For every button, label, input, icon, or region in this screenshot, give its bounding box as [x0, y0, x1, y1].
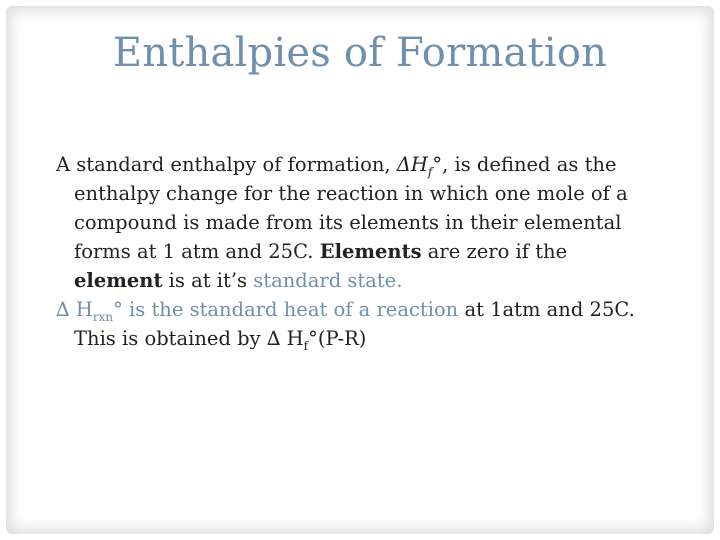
slide-title: Enthalpies of Formation: [112, 30, 608, 76]
elements-bold: Elements: [319, 240, 422, 263]
slide-body: [56, 150, 646, 353]
p1-is-at: is at it’s: [162, 269, 254, 292]
p1-are-zero: are zero if the: [421, 240, 568, 263]
definition-paragraph: [56, 150, 646, 295]
p2-rest: at 1atm and 25C. This is obtained by ∆ H: [74, 298, 635, 350]
sub-rxn: rxn: [92, 309, 114, 324]
element-bold: element: [74, 269, 163, 292]
p1-after-symbol: , is defined as the enthalpy change for the reaction in which one mole of a compound is made from its elements in their elemental forms at 1 atm and 25C.: [74, 153, 628, 263]
standard-state-text: standard state.: [253, 269, 403, 292]
sub-f: f: [427, 164, 433, 179]
p2-tail: °(P-R): [308, 327, 367, 350]
delta-h-rxn: [56, 298, 459, 324]
reaction-paragraph: [56, 295, 646, 353]
rxn-description: ° is the standard heat of a reaction: [113, 298, 459, 321]
degree: °: [432, 153, 443, 176]
sub-f2: f: [303, 338, 309, 353]
p1-intro: A standard enthalpy of formation,: [56, 153, 397, 176]
delta-h2: ∆ H: [56, 298, 93, 321]
delta-hf-symbol: [396, 153, 443, 179]
delta-h: ΔH: [396, 153, 428, 176]
